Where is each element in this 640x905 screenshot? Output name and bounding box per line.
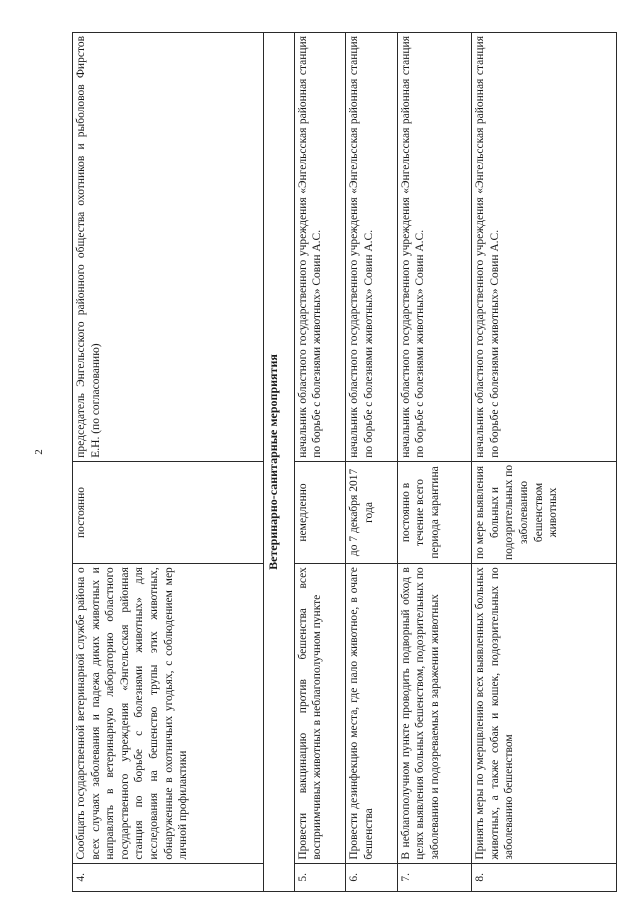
table-row [346,33,397,892]
row-number: 7. [397,863,472,891]
measure-text: Сообщать государственной ветеринарной службе района о всех случаях заболевания и падежа диких животных и направлять в ветеринарную лабораторию областного государственного учреждения «Энгельсская районная станция по борьбе с болезнями животных» для исследования на бешенство трупы этих животных, обнаруженные в охотничьих угодьях, с соблюдением мер личной профилактики [73,564,264,863]
responsible-text: начальник областного государственного учреждения «Энгельсская районная станция по борьбе с болезнями животных» Совин А.С. [397,33,472,462]
table-row [73,33,264,892]
measure-text: Принять меры по умерщвлению всех выявленных больных животных, а также собак и кошек, подозрительных по заболеванию бешенством [472,564,617,863]
responsible-text: начальник областного государственного учреждения «Энгельсская районная станция по борьбе с болезнями животных» Совин А.С. [294,33,345,462]
rotated-document [72,32,617,892]
responsible-text: начальник областного государственного учреждения «Энгельсская районная станция по борьбе с болезнями животных» Совин А.С. [346,33,397,462]
section-row [264,33,294,892]
row-number: 8. [472,863,617,891]
table-row [294,33,345,892]
row-number: 5. [294,863,345,891]
term-text: до 7 декабря 2017 года [346,461,397,563]
responsible-text: начальник областного государственного учреждения «Энгельсская районная станция по борьбе с болезнями животных» Совин А.С. [472,33,617,462]
measures-table [72,32,617,892]
term-text: немедленно [294,461,345,563]
table-row [472,33,617,892]
measure-text: Провести дезинфекцию места, где пало животное, в очаге бешенства [346,564,397,863]
row-number: 4. [73,863,264,891]
responsible-text: председатель Энгельсского районного общества охотников и рыболовов Фирстов Е.Н. (по согласованию) [73,33,264,462]
measure-text: Провести вакцинацию против бешенства всех восприимчивых животных в неблагополучном пункте [294,564,345,863]
term-text: постоянно [73,461,264,563]
term-text: по мере выявления больных и подозрительных по заболеванию бешенством животных [472,461,617,563]
section-title: Ветеринарно-санитарные мероприятия [264,33,294,892]
term-text: постоянно в течение всего периода карантина [397,461,472,563]
row-number: 6. [346,863,397,891]
table-row [397,33,472,892]
measure-text: В неблагополучном пункте проводить подворный обход в целях выявления больных бешенством, подозрительных по заболеванию и подозреваемых в заражении животных [397,564,472,863]
page-number: 2 [32,449,45,455]
